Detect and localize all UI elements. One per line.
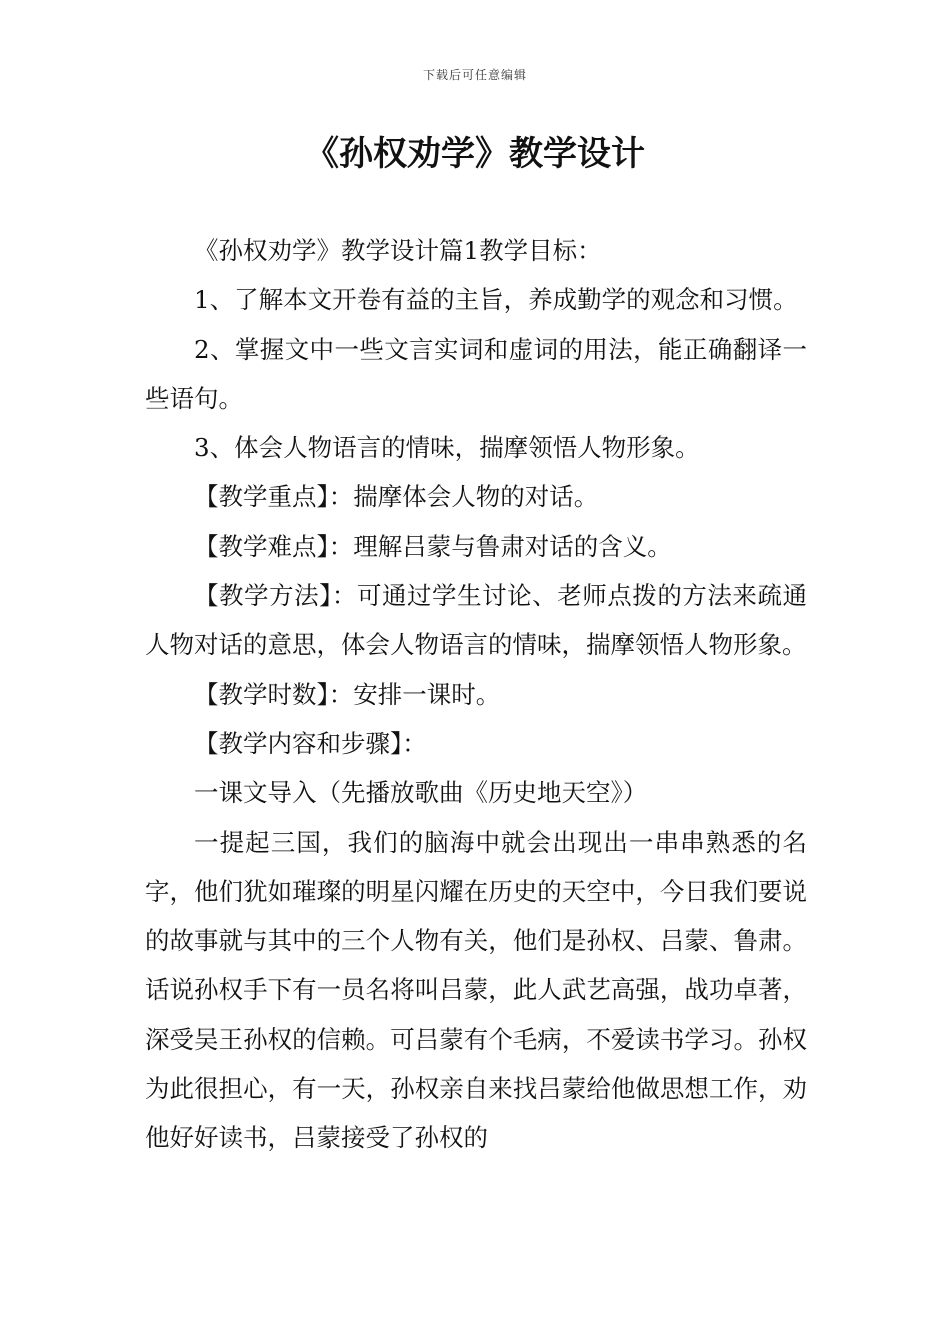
teaching-focus: 【教学重点】：揣摩体会人物的对话。 <box>194 482 599 512</box>
objectives-heading: 《孙权劝学》教学设计篇1教学目标： <box>194 236 602 265</box>
lesson-intro-heading: 一课文导入（先播放歌曲《历史地天空》） <box>194 778 648 808</box>
objective-item-3: 3、体会人物语言的情味，揣摩领悟人物形象。 <box>194 433 700 463</box>
header-note: 下载后可任意编辑 <box>422 68 527 82</box>
teaching-difficulty: 【教学难点】：理解吕蒙与鲁肃对话的含义。 <box>194 531 672 561</box>
objective-item-1: 1、了解本文开卷有益的主旨，养成勤学的观念和习惯。 <box>194 285 798 315</box>
content-steps-heading: 【教学内容和步骤】： <box>194 728 427 758</box>
teaching-method: 【教学方法】：可通过学生讨论、老师点拨的方法来疏通人物对话的意思，体会人物语言的情味，揣摩领悟人物形象。 <box>145 581 807 660</box>
document-title: 《孙权劝学》教学设计 <box>305 134 645 174</box>
objective-item-2: 2、掌握文中一些文言实词和虚词的用法，能正确翻译一些语句。 <box>145 334 807 413</box>
lesson-intro-text: 一提起三国，我们的脑海中就会出现出一串串熟悉的名字，他们犹如璀璨的明星闪耀在历史的天空中，今日我们要说的故事就与其中的三个人物有关，他们是孙权、吕蒙、鲁肃。话说孙权手下有一员名将叫吕蒙，此人武艺高强，战功卓著，深受吴王孙权的信赖。可吕蒙有个毛病，不爱读书学习。孙权为此很担心，有一天，孙权亲自来找吕蒙给他做思想工作，劝他好好读书，吕蒙接受了孙权的 <box>145 827 807 1153</box>
document-body <box>145 226 807 1163</box>
teaching-hours: 【教学时数】：安排一课时。 <box>194 679 501 709</box>
